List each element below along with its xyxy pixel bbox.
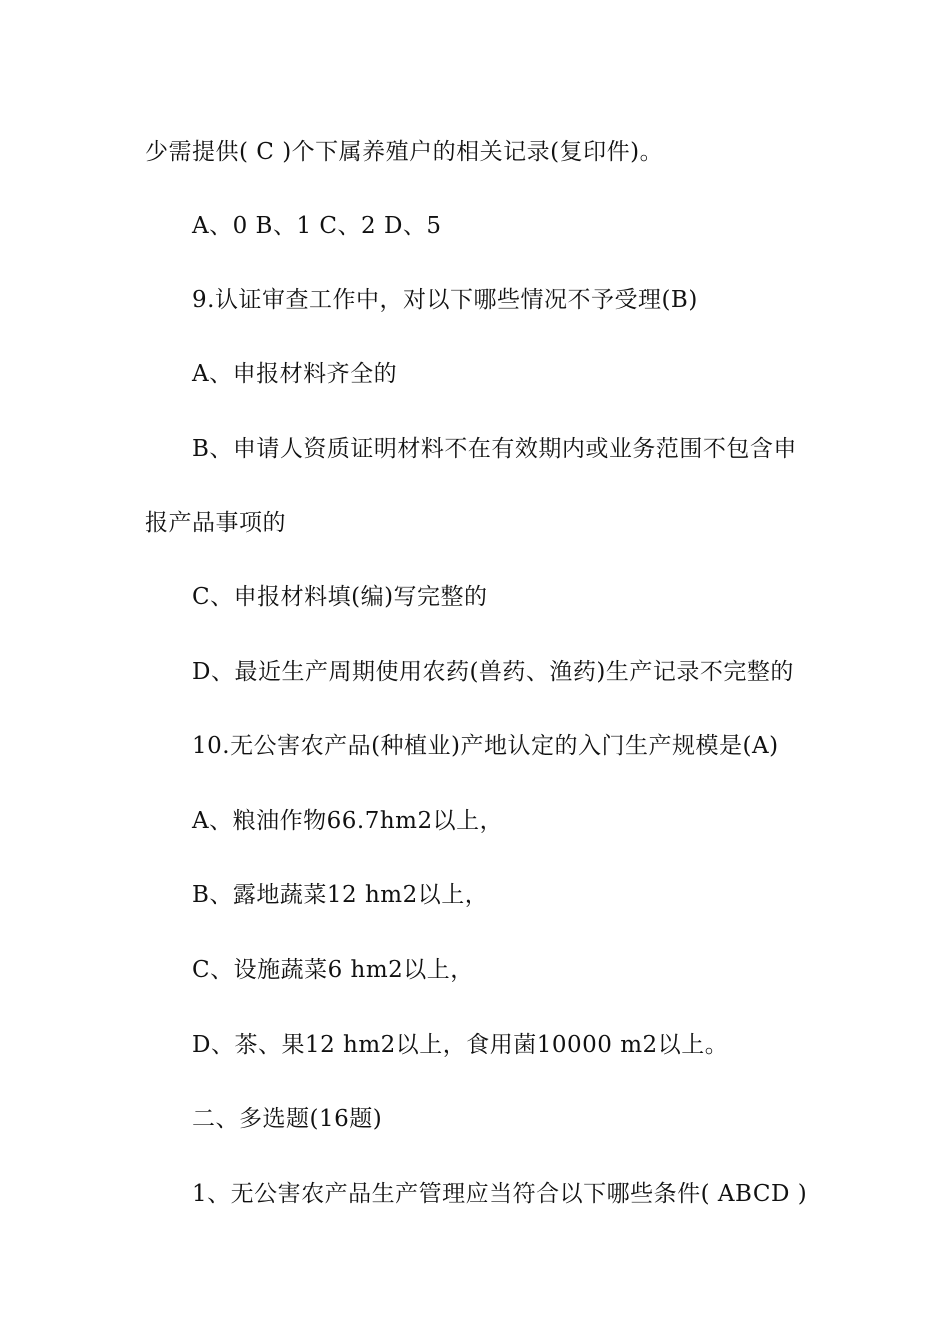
- options-question-8: A、0 B、1 C、2 D、5: [192, 213, 442, 239]
- question-9: 9.认证审查工作中，对以下哪些情况不予受理(B): [192, 287, 698, 313]
- option-d-question-10: D、茶、果12 hm2以上，食用菌10000 m2以上。: [192, 1032, 729, 1058]
- option-d-question-9: D、最近生产周期使用农药(兽药、渔药)生产记录不完整的: [192, 659, 794, 685]
- option-b-question-9-continued: 报产品事项的: [145, 510, 286, 536]
- option-b-question-9: B、申请人资质证明材料不在有效期内或业务范围不包含申: [192, 436, 797, 462]
- option-a-question-10: A、粮油作物66.7hm2以上，: [192, 808, 504, 834]
- text-line-continuation-question-8: 少需提供( C )个下属养殖户的相关记录(复印件)。: [145, 139, 664, 165]
- option-a-question-9: A、申报材料齐全的: [192, 361, 398, 387]
- option-c-question-10: C、设施蔬菜6 hm2以上，: [192, 957, 474, 983]
- multi-question-1: 1、无公害农产品生产管理应当符合以下哪些条件( ABCD ): [192, 1181, 808, 1207]
- section-heading-multiple-choice: 二、多选题(16题): [192, 1106, 383, 1132]
- option-b-question-10: B、露地蔬菜12 hm2以上，: [192, 882, 489, 908]
- question-10: 10.无公害农产品(种植业)产地认定的入门生产规模是(A): [192, 733, 779, 759]
- option-c-question-9: C、申报材料填(编)写完整的: [192, 584, 488, 610]
